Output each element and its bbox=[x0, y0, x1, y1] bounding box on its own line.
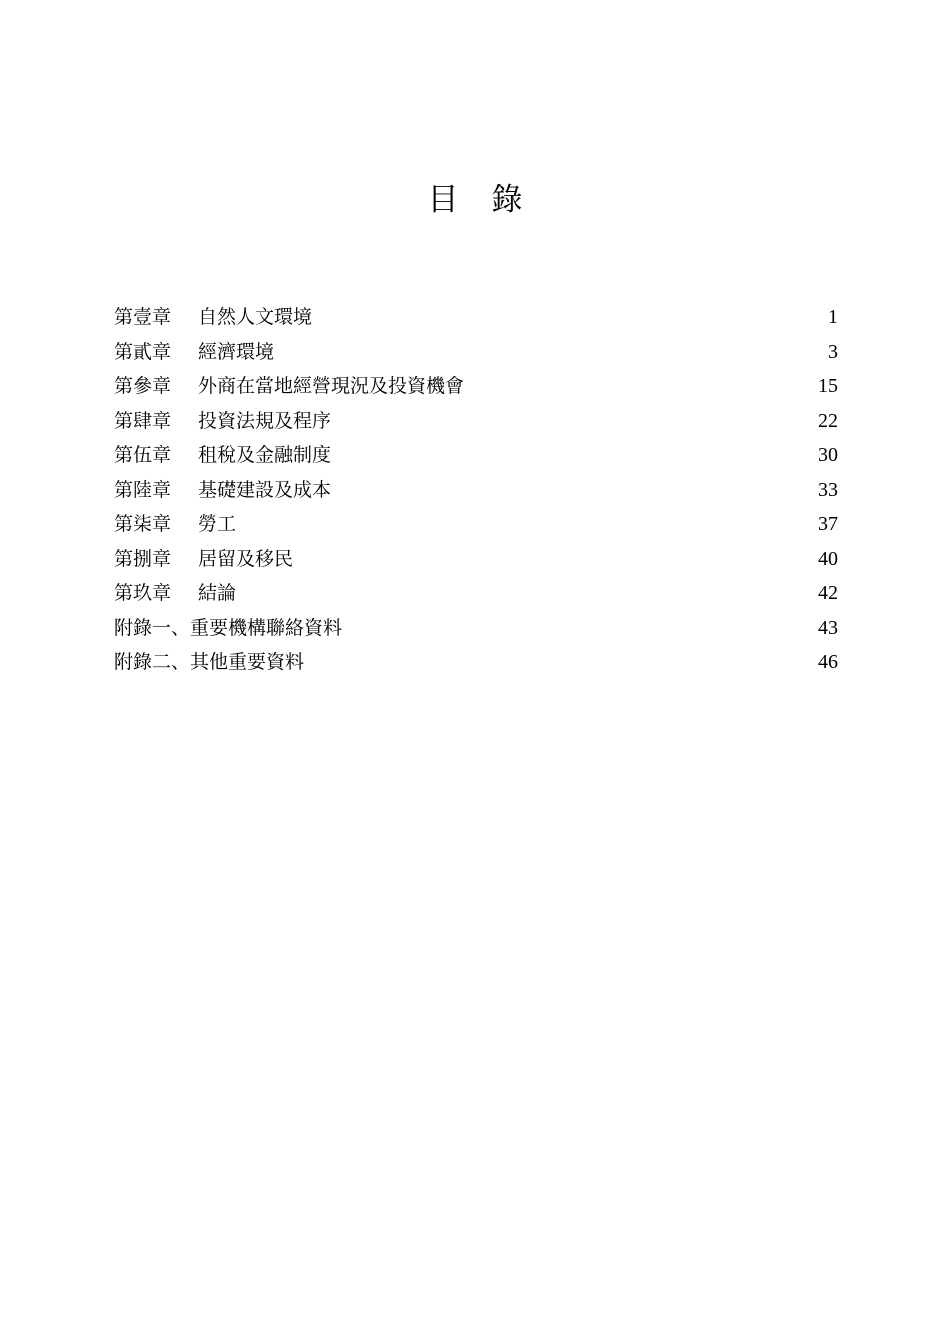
toc-entry-title: 附錄一、重要機構聯絡資料 bbox=[114, 616, 343, 639]
toc-page-number: 42 bbox=[818, 582, 838, 604]
toc-entry-title: 自然人文環境 bbox=[198, 306, 313, 328]
toc-entry-title: 外商在當地經營現況及投資機會 bbox=[198, 375, 465, 397]
toc-entry[interactable] bbox=[114, 576, 838, 611]
toc-chapter-number: 第壹章 bbox=[114, 306, 172, 328]
toc-page-number: 43 bbox=[818, 616, 838, 639]
toc-entry[interactable] bbox=[114, 542, 838, 577]
toc-chapter-number: 第捌章 bbox=[114, 547, 172, 570]
toc-chapter-number: 第伍章 bbox=[114, 444, 172, 466]
toc-page-number: 40 bbox=[818, 547, 838, 570]
toc-entry-title: 居留及移民 bbox=[198, 547, 294, 570]
toc-chapter-number: 第玖章 bbox=[114, 582, 172, 604]
toc-entry[interactable] bbox=[114, 300, 838, 335]
toc-chapter-number: 第陸章 bbox=[114, 478, 172, 501]
toc-chapter-number: 第肆章 bbox=[114, 409, 172, 432]
toc-entry-title: 附錄二、其他重要資料 bbox=[114, 651, 305, 673]
page-title bbox=[0, 178, 950, 222]
toc-entry[interactable] bbox=[114, 645, 838, 680]
toc-chapter-number: 第貳章 bbox=[114, 340, 172, 363]
toc-entry[interactable] bbox=[114, 473, 838, 508]
toc-page-number: 30 bbox=[818, 444, 838, 466]
toc-page-number: 33 bbox=[818, 478, 838, 501]
toc-page-number: 3 bbox=[828, 340, 838, 363]
toc-entry[interactable] bbox=[114, 404, 838, 439]
toc-entry-title: 勞工 bbox=[198, 513, 237, 535]
toc-page-number: 15 bbox=[818, 375, 838, 397]
toc-entry[interactable] bbox=[114, 335, 838, 370]
toc-entry[interactable] bbox=[114, 438, 838, 473]
toc-entry-title: 投資法規及程序 bbox=[198, 409, 332, 432]
toc-entry[interactable] bbox=[114, 369, 838, 404]
toc-entry[interactable] bbox=[114, 611, 838, 646]
title-char: 目 bbox=[427, 182, 459, 218]
toc-page-number: 1 bbox=[828, 306, 838, 328]
title-char: 錄 bbox=[491, 182, 523, 218]
toc-entry-title: 經濟環境 bbox=[198, 340, 275, 363]
toc-chapter-number: 第參章 bbox=[114, 375, 172, 397]
toc-chapter-number: 第柒章 bbox=[114, 513, 172, 535]
toc-page-number: 22 bbox=[818, 409, 838, 432]
toc-page-number: 37 bbox=[818, 513, 838, 535]
toc-entry-title: 基礎建設及成本 bbox=[198, 478, 332, 501]
table-of-contents bbox=[114, 300, 838, 680]
toc-entry-title: 結論 bbox=[198, 582, 237, 604]
toc-page-number: 46 bbox=[818, 651, 838, 673]
toc-entry-title: 租稅及金融制度 bbox=[198, 444, 332, 466]
toc-entry[interactable] bbox=[114, 507, 838, 542]
